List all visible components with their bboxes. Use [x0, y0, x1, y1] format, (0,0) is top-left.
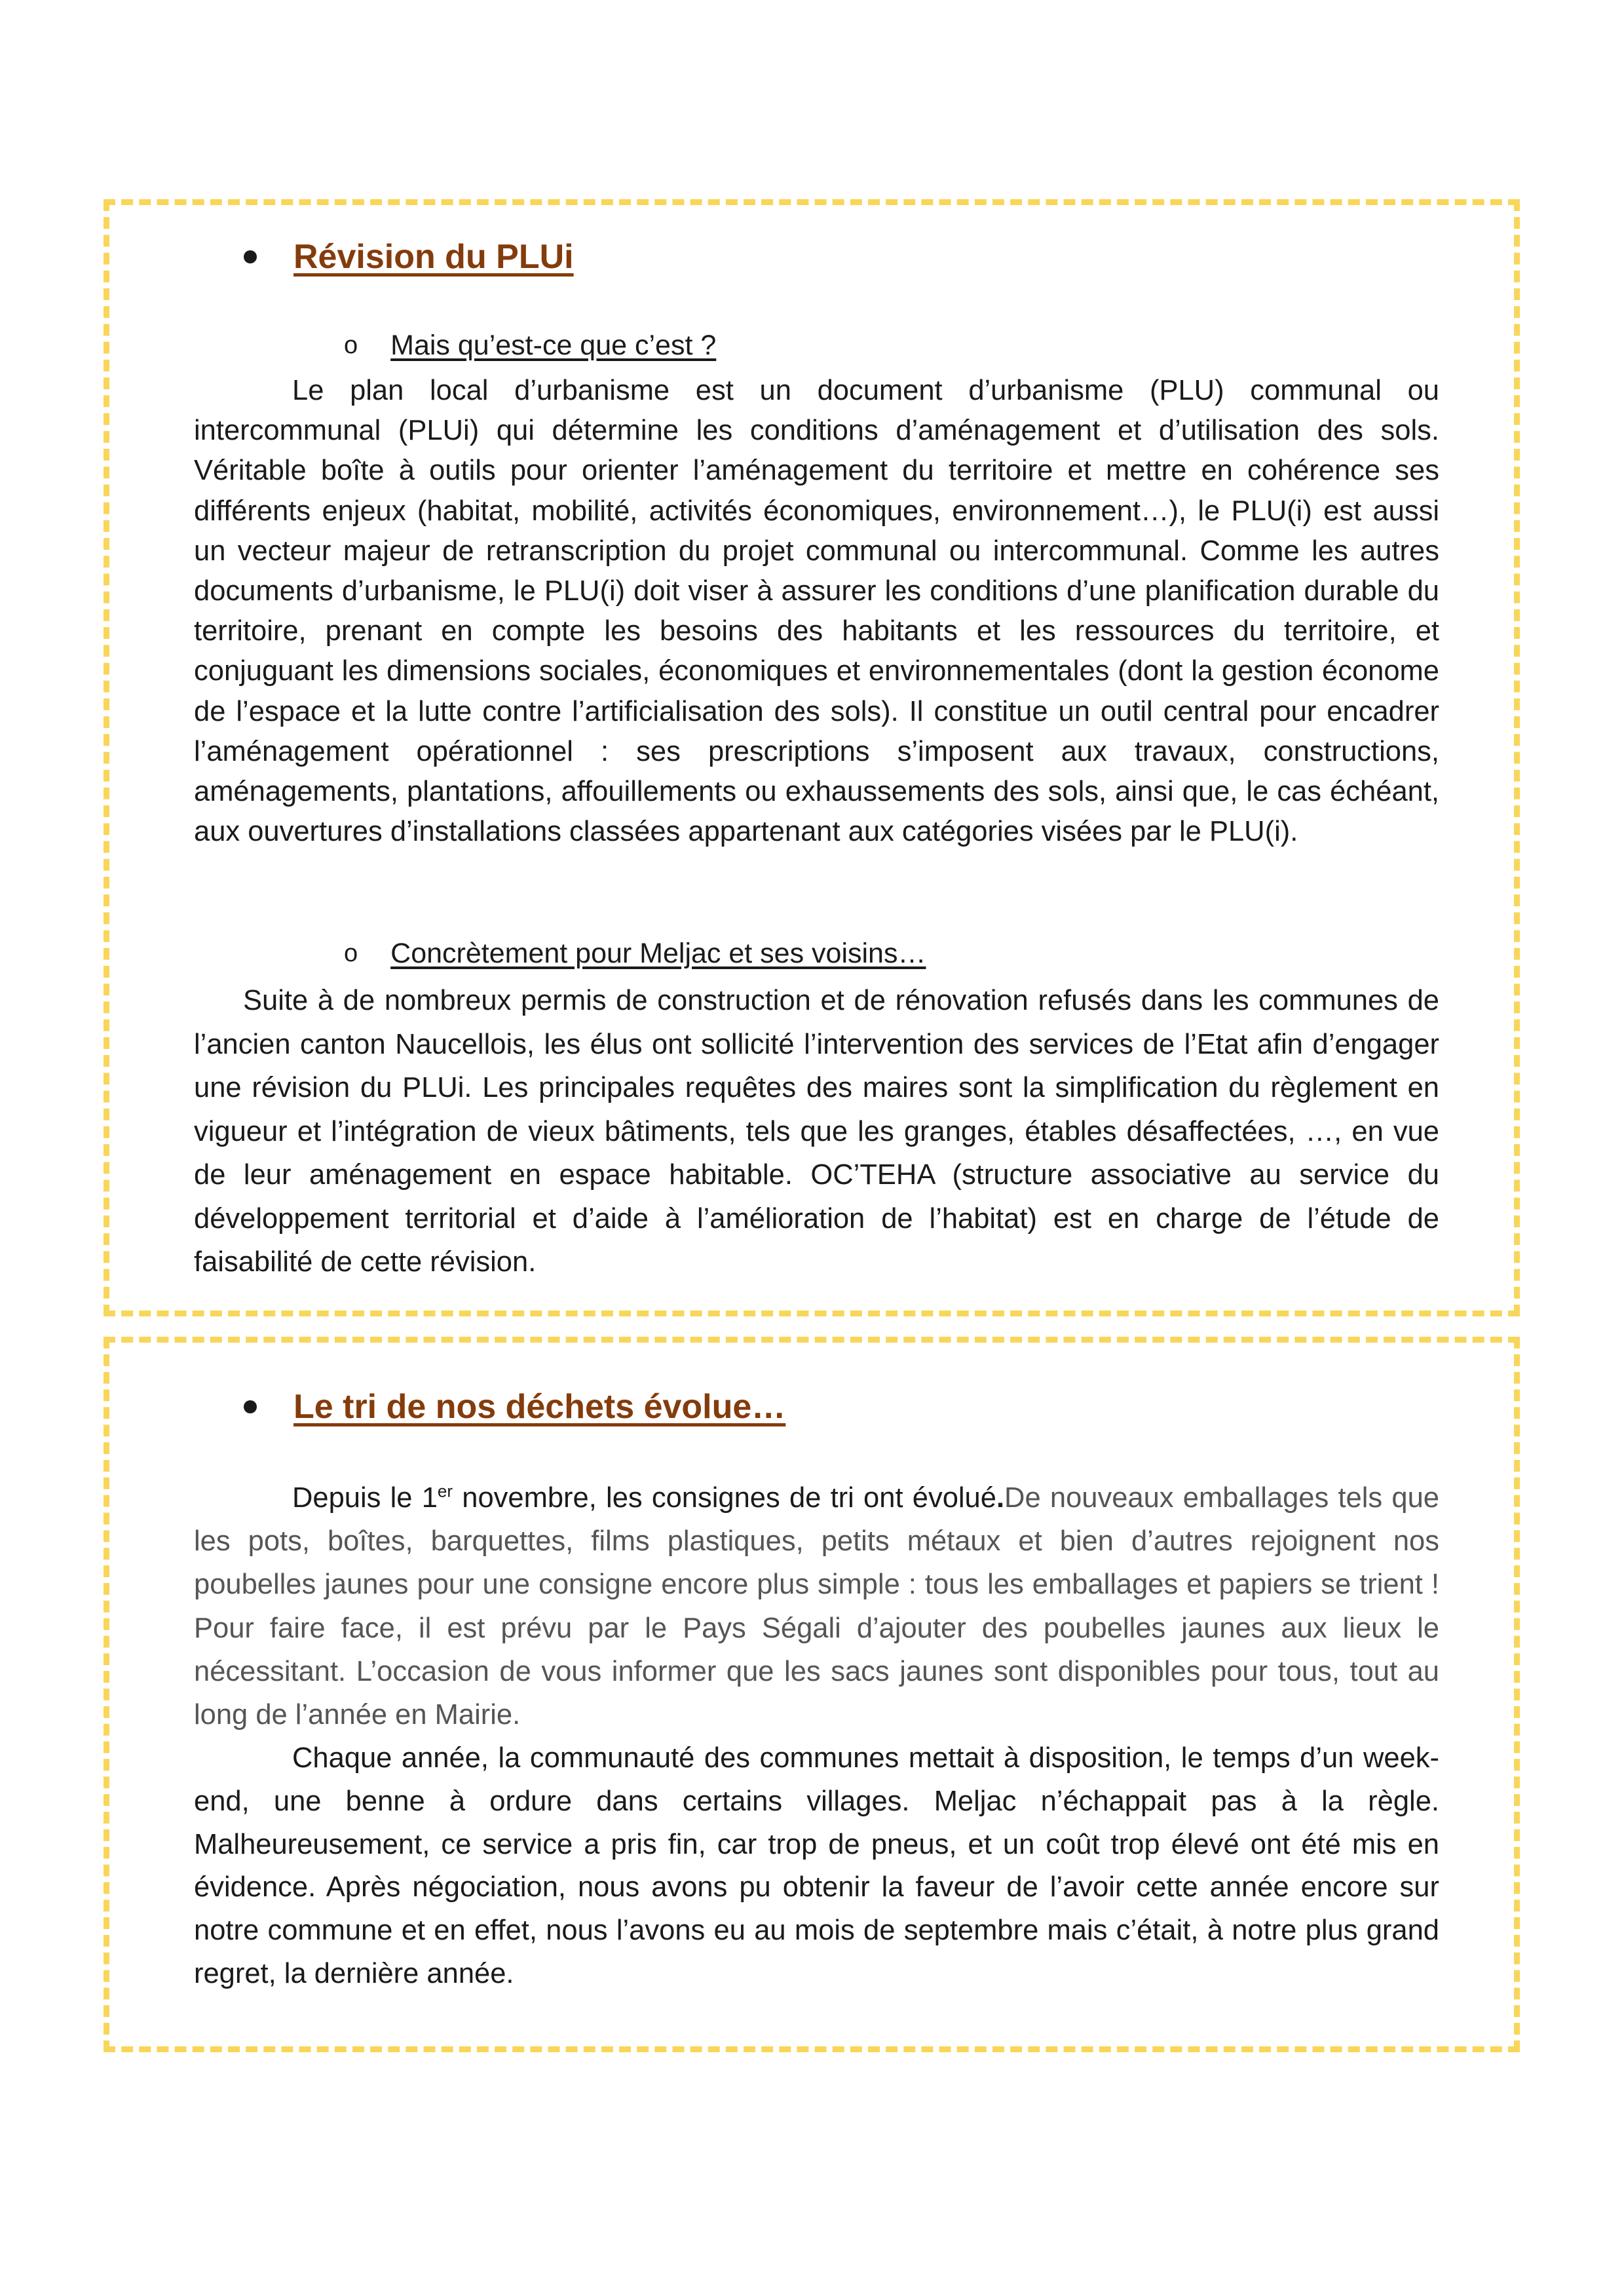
circle-bullet-icon: o [344, 940, 358, 967]
bullet-icon [244, 250, 257, 263]
paragraph-benne-ordure: Chaque année, la communauté des communes mettait à disposition, le temps d’un week-end, une benne à ordure dans certains villages. Meljac n’échappait pas à la règle. Malheureusement, ce service a pris fin, car trop de pneus, et un coût trop élevé ont été mis en évidence. Après négociation, nous avons pu obtenir la faveur de l’avoir cette année encore sur notre commune et en effet, nous l’avons eu au mois de septembre mais c’était, à notre plus grand regret, la dernière année. [194, 1742, 1439, 1989]
subheading-definition: o Mais qu’est-ce que c’est ? [344, 330, 717, 361]
circle-bullet-icon: o [344, 332, 358, 359]
heading-text: Révision du PLUi [293, 238, 574, 276]
section-heading-tri [244, 1387, 785, 1426]
section-heading-plui [244, 237, 574, 277]
bullet-icon [244, 1400, 257, 1413]
paragraph-plu-definition: Le plan local d’urbanisme est un document d’urbanisme (PLU) communal ou intercommunal (PLUi) qui détermine les conditions d’aménagement et d’utilisation des sols. Véritable boîte à outils pour orienter l’aménagement du territoire et mettre en cohérence ses différents enjeux (habitat, mobilité, activités économiques, environnement…), le PLU(i) est aussi un vecteur majeur de retranscription du projet communal ou intercommunal. Comme les autres documents d’urbanisme, le PLU(i) doit viser à assurer les conditions d’une planification durable du territoire, prenant en compte les besoins des habitants et les ressources du territoire, et conjuguant les dimensions sociales, économiques et environnementales (dont la gestion économe de l’espace et la lutte contre l’artificialisation des sols). Il constitue un outil central pour encadrer l’aménagement opérationnel : ses prescriptions s’imposent aux travaux, constructions, aménagements, plantations, affouillements ou exhaussements des sols, ainsi que, le cas échéant, aux ouvertures d’installations classées appartenant aux catégories visées par le PLU(i). [194, 375, 1439, 848]
heading-text: Le tri de nos déchets évolue… [293, 1388, 786, 1426]
paragraph-tri-consignes: Depuis le 1er novembre, les consignes de tri ont évolué.De nouveaux emballages tels que les pots, boîtes, barquettes, films plastiques, petits métaux et bien d’autres rejoignent nos poubelles jaunes pour une consigne encore plus simple : tous les emballages et papiers se trient ! Pour faire face, il est prévu par le Pays Ségali d’ajouter des poubelles jaunes aux lieux le nécessitant. L’occasion de vous informer que les sacs jaunes sont disponibles pour tous, tout au long de l’année en Mairie. [194, 1481, 1439, 1731]
paragraph-meljac-revision: Suite à de nombreux permis de construction et de rénovation refusés dans les communes de l’ancien canton Naucellois, les élus ont sollicité l’intervention des services de l’Etat afin d’engager une révision du PLUi. Les principales requêtes des maires sont la simplification du règlement en vigueur et l’intégration de vieux bâtiments, tels que les granges, étables désaffectées, …, en vue de leur aménagement en espace habitable. OC’TEHA (structure associative au service du développement territorial et d’aide à l’amélioration de l’habitat) est en charge de l’étude de faisabilité de cette révision. [194, 985, 1439, 1278]
subheading-meljac: o Concrètement pour Meljac et ses voisins… [344, 938, 926, 969]
